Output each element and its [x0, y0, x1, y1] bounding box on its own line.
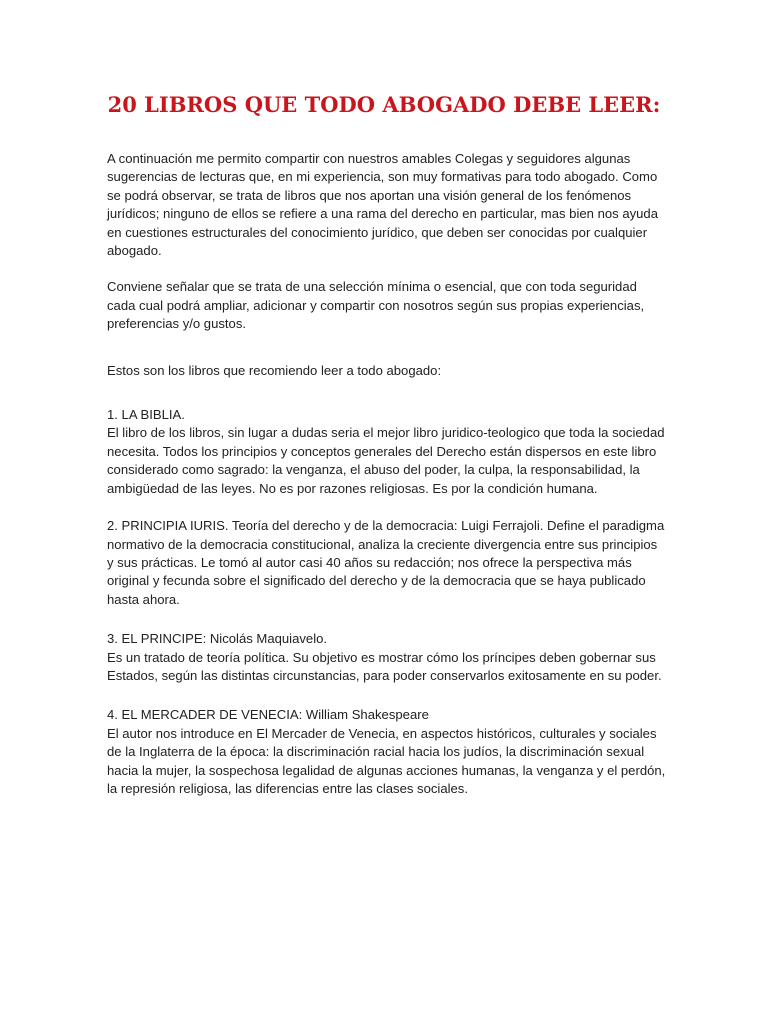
book-item-1 [107, 406, 667, 498]
intro-paragraph: A continuación me permito compartir con nuestros amables Colegas y seguidores algunas sugerencias de lecturas que, en mi experiencia, son muy formativas para todo abogado. Como se podrá observar, se trata de libros que nos aportan una visión general de los fenómenos jurídicos; ninguno de ellos se refiere a una rama del derecho en particular, mas bien nos ayuda en cuestiones estructurales del conocimiento jurídico, que deben ser conocidas por cualquier abogado. [107, 151, 658, 259]
book-description: El autor nos introduce en El Mercader de Venecia, en aspectos históricos, culturales y sociales de la Inglaterra de la época: la discriminación racial hacia los judíos, la discriminación sexual hacia la mujer, la sospechosa legalidad de algunas acciones humanas, la venganza y el perdón, la represión religiosa, las diferencias entre las clases sociales. [107, 725, 666, 796]
book-item-2 [107, 517, 667, 609]
book-item-3 [107, 630, 667, 685]
book-item-4 [107, 706, 667, 798]
book-description: Es un tratado de teoría política. Su objetivo es mostrar cómo los príncipes deben gobernar sus Estados, según las distintas circunstancias, para poder conservarlos exitosamente en su poder. [107, 649, 662, 683]
lead-paragraph: Estos son los libros que recomiendo leer a todo abogado: [107, 362, 442, 378]
note-paragraph: Conviene señalar que se trata de una selección mínima o esencial, que con toda seguridad cada cual podrá ampliar, adicionar y compartir con nosotros según sus propias experiencias, preferencias y/o gustos. [107, 279, 645, 332]
book-heading: 4. EL MERCADER DE VENECIA: William Shakespeare [107, 707, 429, 723]
book-description: El libro de los libros, sin lugar a dudas seria el mejor libro juridico-teologico que toda la sociedad necesita. Todos los principios y conceptos generales del Derecho están dispersos en este libro considerado como sagrado: la venganza, el abuso del poder, la culpa, la responsabilidad, la ambigüedad de las leyes. No es por razones religiosas. Es por la condición humana. [107, 425, 665, 496]
book-description: 2. PRINCIPIA IURIS. Teoría del derecho y de la democracia: Luigi Ferrajoli. Define el paradigma normativo de la democracia constitucional, analiza la creciente divergencia entre sus principios y sus prácticas. Le tomó al autor casi 40 años su redacción; nos ofrece la perspectiva más original y fecunda sobre el significado del derecho y de la democracia que se haya publicado hasta ahora. [107, 518, 665, 607]
book-heading: 1. LA BIBLIA. [107, 407, 185, 423]
document-title: 20 LIBROS QUE TODO ABOGADO DEBE LEER: [107, 92, 661, 117]
book-heading: 3. EL PRINCIPE: Nicolás Maquiavelo. [107, 631, 328, 647]
document-body [107, 150, 667, 798]
